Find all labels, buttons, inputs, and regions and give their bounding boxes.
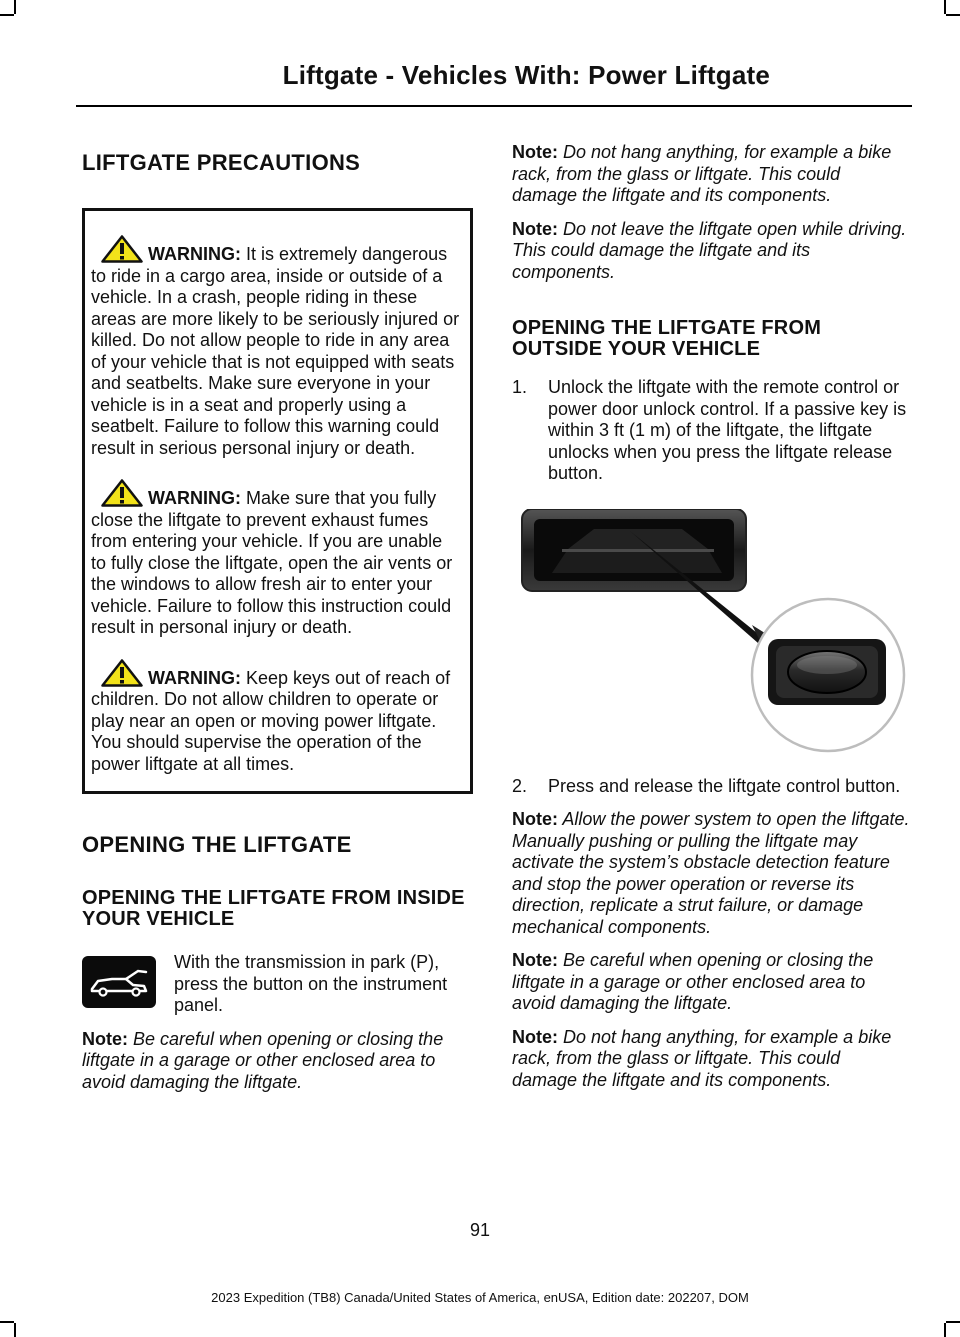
liftgate-open-glyph: [86, 962, 152, 1002]
header-divider: [76, 105, 912, 107]
step-number: 2.: [512, 775, 528, 796]
warning-triangle-icon: [101, 235, 143, 263]
note-text: Do not hang anything, for example a bike rack, from the glass or liftgate. This could damage the liftgate and its components.: [512, 1026, 892, 1090]
note-label: Note:: [512, 950, 558, 970]
warning-label: WARNING:: [148, 244, 241, 264]
warning-text: Make sure that you fully close the liftgate to prevent exhaust fumes from entering your vehicle. If you are unable to fully close the liftgate, open the air vents or the windows to allow fresh air to enter your vehicle. Failure to follow this instruction could result in personal injury or death.: [91, 488, 453, 637]
right-column: [512, 142, 910, 1091]
crop-mark: [0, 14, 14, 16]
note-label: Note:: [512, 1026, 558, 1047]
crop-mark: [944, 1323, 946, 1337]
note-label: Note:: [512, 809, 558, 829]
inside-instruction-text: With the transmission in park (P), press the button on the instrument panel.: [174, 952, 448, 1015]
opening-liftgate-heading: OPENING THE LIFTGATE: [82, 832, 352, 857]
liftgate-release-button-illustration: [512, 509, 910, 757]
warning-text: Keep keys out of reach of children. Do not allow children to operate or play near an open or moving power liftgate. You should supervise the operation of the power liftgate at all times.: [91, 667, 451, 774]
note-power-system: [512, 809, 910, 938]
warning-text: It is extremely dangerous to ride in a cargo area, inside or outside of a vehicle. In a crash, people riding in these areas are more likely to be seriously injured or killed. Do not allow people to ride in any area of your vehicle that is not equipped with seats and seatbelts. Make sure everyone in your vehicle is in a seat and properly using a seatbelt. Failure to follow this warning could result in serious personal injury or death.: [91, 244, 460, 458]
warning-item: [91, 479, 460, 639]
note-text: Be careful when opening or closing the liftgate in a garage or other enclosed area to avoid damaging the liftgate.: [512, 950, 874, 1013]
step-text: Press and release the liftgate control button.: [548, 775, 901, 796]
crop-mark: [14, 0, 16, 14]
note-bike-rack: [512, 1027, 910, 1092]
crop-mark: [946, 14, 960, 16]
crop-mark: [944, 0, 946, 14]
illustration-graphic: [512, 509, 910, 757]
note-garage: [82, 1029, 474, 1094]
warning-box: [82, 208, 473, 794]
note-driving-open: [512, 219, 910, 284]
note-label: Note:: [512, 218, 558, 239]
step-number: 1.: [512, 377, 528, 397]
note-label: Note:: [512, 142, 558, 162]
left-column: [82, 142, 474, 1093]
inside-instruction: [82, 952, 474, 1017]
note-text: Do not leave the liftgate open while driving. This could damage the liftgate and its components.: [512, 218, 907, 282]
warning-item: [91, 235, 460, 459]
warning-triangle-icon: [101, 479, 143, 507]
note-garage: [512, 950, 910, 1015]
crop-mark: [14, 1323, 16, 1337]
note-text: Do not hang anything, for example a bike rack, from the glass or liftgate. This could damage the liftgate and its components.: [512, 142, 892, 205]
note-bike-rack: [512, 142, 910, 207]
note-text: Allow the power system to open the liftgate. Manually pushing or pulling the liftgate may activate the system’s obstacle detection feature and stop the power operation or reverse its direction, replicate a strut failure, or damage mechanical components.: [512, 809, 910, 937]
page-footer: 2023 Expedition (TB8) Canada/United States of America, enUSA, Edition date: 202207, DOM: [211, 1290, 749, 1305]
page-header-title: Liftgate - Vehicles With: Power Liftgate: [282, 60, 770, 90]
step-item: [512, 776, 910, 798]
warning-triangle-icon: [101, 659, 143, 687]
liftgate-open-icon: [82, 956, 156, 1008]
steps-list-continued: [512, 776, 910, 798]
precautions-heading: LIFTGATE PRECAUTIONS: [82, 150, 361, 175]
warning-label: WARNING:: [148, 667, 241, 688]
crop-mark: [0, 1321, 14, 1323]
step-text: Unlock the liftgate with the remote control or power door unlock control. If a passive key is within 3 ft (1 m) of the liftgate, the liftgate unlocks when you press the liftgate release button.: [548, 377, 907, 483]
crop-mark: [946, 1321, 960, 1323]
note-label: Note:: [82, 1028, 128, 1049]
page-number: 91: [469, 1220, 491, 1240]
note-text: Be careful when opening or closing the liftgate in a garage or other enclosed area to avoid damaging the liftgate.: [82, 1028, 444, 1092]
outside-vehicle-heading: OPENING THE LIFTGATE FROM OUTSIDE YOUR VEHICLE: [512, 317, 822, 360]
warning-label: WARNING:: [148, 488, 241, 508]
inside-vehicle-heading: OPENING THE LIFTGATE FROM INSIDE YOUR VEHICLE: [82, 887, 465, 930]
step-item: [512, 377, 910, 485]
warning-item: [91, 659, 460, 776]
steps-list: [512, 377, 910, 485]
